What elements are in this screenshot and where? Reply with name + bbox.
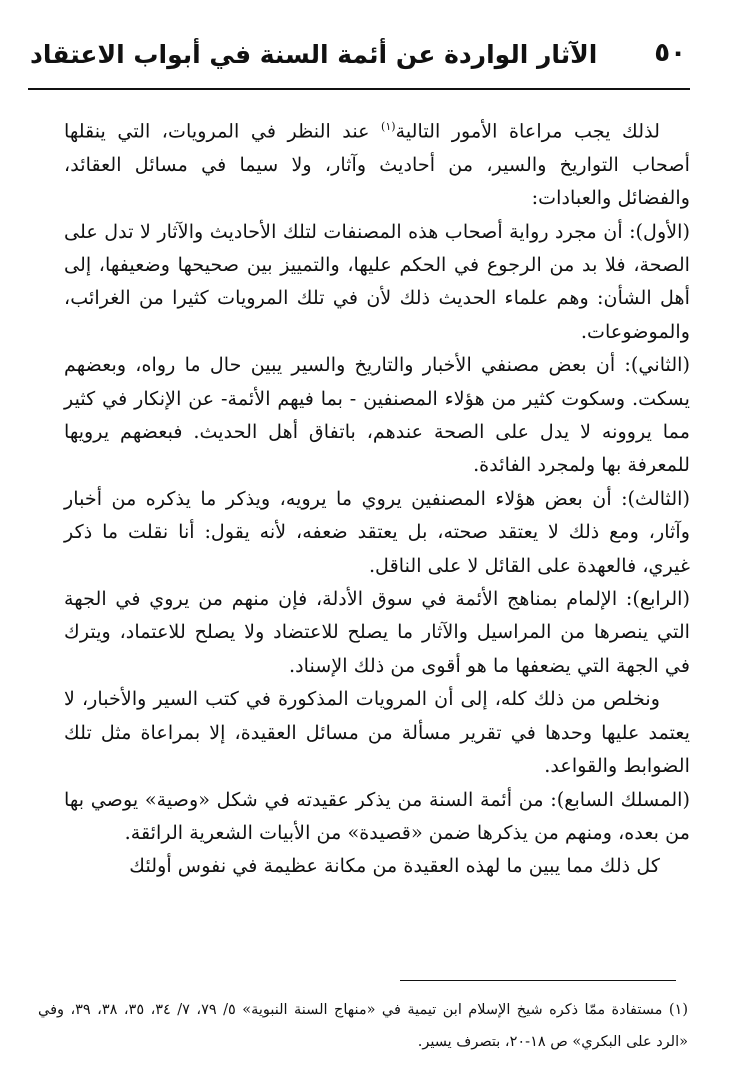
paragraph-seventh-method: (المسلك السابع): من أئمة السنة من يذكر عقيدته في شكل «وصية» يوصي بها من بعده، ومنهم من يذكرها ضمن «قصيدة» من الأبيات الشعرية الرائقة. bbox=[64, 787, 690, 844]
paragraph-first: (الأول): أن مجرد رواية أصحاب هذه المصنفات لتلك الأحاديث والآثار لا تدل على الصحة، فلا بد من الرجوع في الحكم عليها، والتمييز بين صحيحها وضعيفها، إلى أهل الشأن: وهم علماء الحديث ذلك لأن في تلك المرويات كثيرا من الغرائب، والموضوعات. bbox=[64, 219, 690, 343]
footnote-marker: (١) bbox=[381, 120, 396, 133]
main-text bbox=[64, 110, 690, 883]
paragraph-third: (الثالث): أن بعض هؤلاء المصنفين يروي ما يرويه، ويذكر ما يذكره من أخبار وآثار، ومع ذلك لا يعتقد صحته، بل يعتقد ضعفه، لأنه يقول: أنا نقلت ما ذكر غيري، فالعهدة على القائل لا على الناقل. bbox=[64, 486, 690, 577]
header-divider bbox=[28, 88, 690, 90]
paragraph-second: (الثاني): أن بعض مصنفي الأخبار والتاريخ والسير يبين حال ما رواه، وبعضهم يسكت. وسكوت كثير من هؤلاء المصنفين - بما فيهم الأئمة- عن الإنكار في كثير مما يروونه لا يدل على الصحة عندهم، باتفاق أهل الحديث. فبعضهم يرويها للمعرفة بها ولمجرد الفائدة. bbox=[64, 353, 690, 477]
paragraph-intro-text: لذلك يجب مراعاة الأمور التالية bbox=[395, 119, 660, 143]
page-header bbox=[24, 28, 690, 88]
paragraph-fourth: (الرابع): الإلمام بمناهج الأئمة في سوق الأدلة، فإن منهم من يروي في الجهة التي ينصرها من المراسيل والآثار ما يصلح للاعتضاد ولا يصلح للاعتماد، ويترك في الجهة التي يضعفها ما هو أقوى من ذلك الإسناد. bbox=[64, 587, 690, 677]
paragraph-closing: كل ذلك مما يبين ما لهذه العقيدة من مكانة عظيمة في نفوس أولئك bbox=[129, 854, 660, 878]
paragraph-intro-rest: عند النظر في المرويات، التي ينقلها أصحاب التواريخ والسير، من أحاديث وآثار، ولا سيما في مسائل العقائد، والفضائل والعبادات: bbox=[64, 119, 690, 210]
running-title: الآثار الواردة عن أئمة السنة في أبواب الاعتقاد bbox=[30, 40, 598, 69]
footnote-divider bbox=[400, 980, 676, 981]
footnote-text: (١) مستفادة ممّا ذكره شيخ الإسلام ابن تيمية في «منهاج السنة النبوية» ٥/ ٧٩، ٧/ ٣٤، ٣٥، ٣٨، ٣٩، وفي «الرد على البكري» ص ١٨-٢٠، بتصرف يسير. bbox=[38, 1002, 688, 1050]
footnote bbox=[38, 994, 688, 1058]
paragraph-intro bbox=[64, 110, 690, 215]
paragraph-conclusion: ونخلص من ذلك كله، إلى أن المرويات المذكورة في كتب السير والأخبار، لا يعتمد عليها وحدها في تقرير مسألة من مسائل العقيدة، إلا بمراعاة مثل تلك الضوابط والقواعد. bbox=[64, 687, 690, 778]
page-number: ٥٠ bbox=[654, 38, 686, 68]
